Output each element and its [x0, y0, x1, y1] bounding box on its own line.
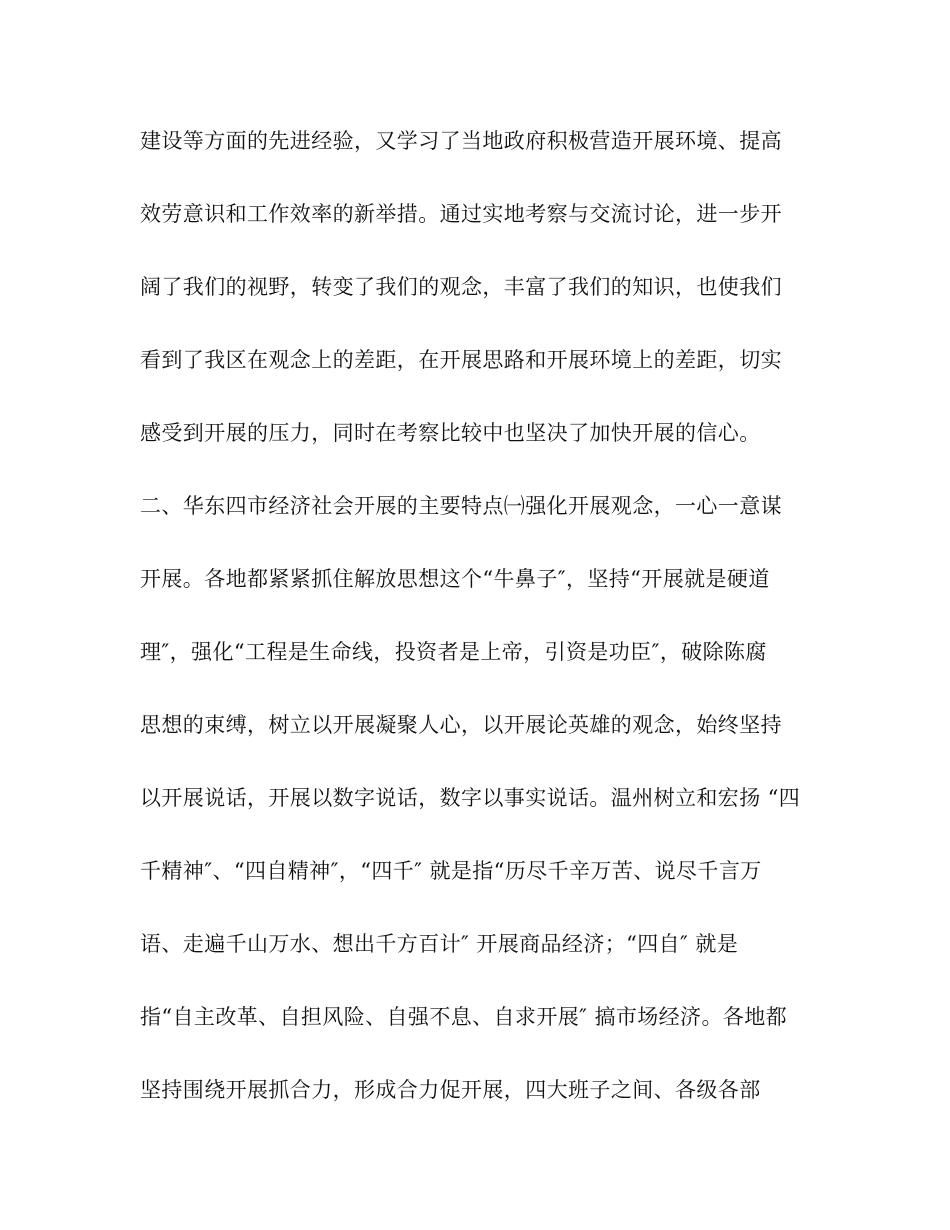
- paragraph-line: 语、走遍千山万水、想出千方百计″ 开展商品经济；“四自″ 就是: [140, 932, 739, 956]
- paragraph-line: 理″，强化“工程是生命线，投资者是上帝，引资是功臣″，破除陈腐: [140, 640, 767, 664]
- paragraph-line: 看到了我区在观念上的差距，在开展思路和开展环境上的差距，切实: [140, 348, 782, 372]
- paragraph-line: 坚持围绕开展抓合力，形成合力促开展，四大班子之间、各级各部: [140, 1078, 761, 1102]
- paragraph-line: 阔了我们的视野，转变了我们的观念，丰富了我们的知识，也使我们: [140, 275, 782, 299]
- paragraph-line: 思想的束缚，树立以开展凝聚人心，以开展论英雄的观念，始终坚持: [140, 713, 782, 737]
- paragraph-line: 以开展说话，开展以数字说话，数字以事实说话。温州树立和宏扬 “四: [140, 786, 801, 810]
- section-heading-line: 二、华东四市经济社会开展的主要特点㈠强化开展观念，一心一意谋: [140, 494, 782, 518]
- paragraph-line: 感受到开展的压力，同时在考察比较中也坚决了加快开展的信心。: [140, 421, 761, 445]
- paragraph-line: 指“自主改革、自担风险、自强不息、自求开展″ 搞市场经济。各地都: [140, 1005, 788, 1029]
- paragraph-line: 效劳意识和工作效率的新举措。通过实地考察与交流讨论，进一步开: [140, 202, 782, 226]
- paragraph-line: 千精神″、“四自精神″，“四千″ 就是指“历尽千辛万苦、说尽千言万: [140, 859, 762, 883]
- paragraph-line: 建设等方面的先进经验，又学习了当地政府积极营造开展环境、提高: [140, 129, 782, 153]
- paragraph-line: 开展。各地都紧紧抓住解放思想这个“牛鼻子″，坚持“开展就是硬道: [140, 567, 770, 591]
